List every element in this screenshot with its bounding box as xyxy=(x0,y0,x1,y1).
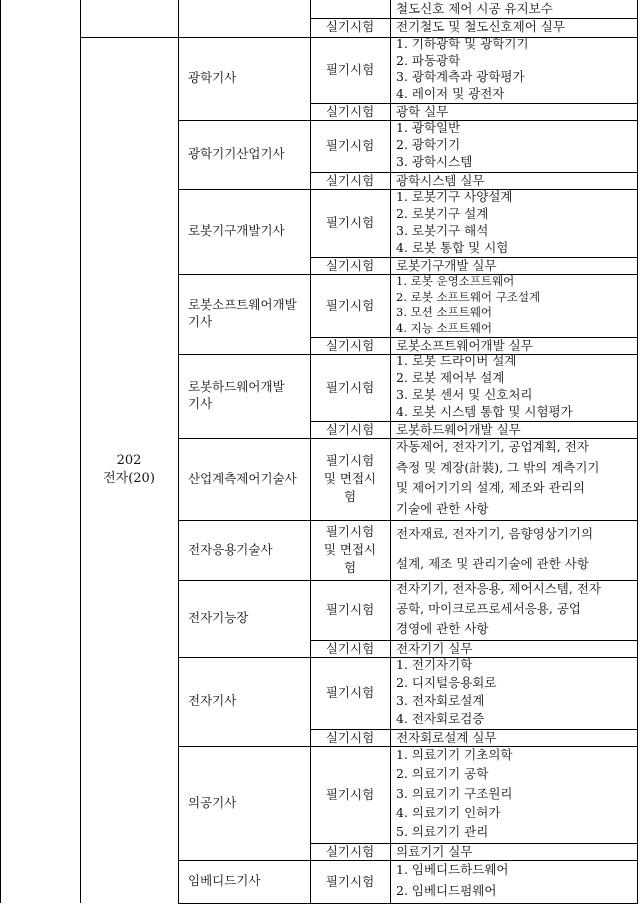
written-subject: 3. 의료기기 구조원리 xyxy=(396,785,513,801)
written-subject: 4. 의료기기 인허가 xyxy=(396,804,501,820)
qualification-name: 기사 xyxy=(188,314,213,329)
written-exam-label: 필기시험 xyxy=(325,379,375,395)
written-subject: 2. 광학기기 xyxy=(396,137,461,152)
qualification-name: 기사 xyxy=(188,396,213,411)
practical-exam-label: 실기시험 xyxy=(325,19,375,34)
practical-exam-subject: 광학시스템 실무 xyxy=(396,173,485,188)
table-rule xyxy=(637,0,638,903)
qualification-name: 산업계측제어기술사 xyxy=(188,470,297,486)
table-rule xyxy=(0,0,1,903)
written-subject: 2. 의료기기 공학 xyxy=(396,766,489,782)
written-exam-label: 필기시험 xyxy=(325,873,375,889)
subject-description: 기술에 관한 사항 xyxy=(396,500,489,516)
practical-exam-label: 실기시험 xyxy=(325,422,375,437)
subject-description: 공학, 마이크로프로세서응용, 공업 xyxy=(396,601,581,616)
category-cell: 202 xyxy=(116,453,142,468)
written-subject: 2. 디지털응용회로 xyxy=(396,675,497,690)
exam-type-label: 험 xyxy=(343,560,357,575)
continued-written-subject: 철도신호 제어 시공 유지보수 xyxy=(396,1,553,16)
subject-description: 측정 및 계장(計裝), 그 밖의 계측기기 xyxy=(396,459,600,475)
table-rule xyxy=(80,0,81,903)
qualification-name: 전자응용기술사 xyxy=(188,541,273,557)
written-exam-label: 필기시험 xyxy=(325,62,375,77)
written-subject: 4. 레이저 및 광전자 xyxy=(396,85,505,101)
written-subject: 3. 전자회로설계 xyxy=(396,693,485,708)
practical-exam-label: 실기시험 xyxy=(325,730,375,745)
written-subject: 1. 광학일반 xyxy=(396,119,461,135)
practical-exam-label: 실기시험 xyxy=(325,104,375,119)
practical-exam-label: 실기시험 xyxy=(325,844,375,859)
written-subject: 2. 로봇 소프트웨어 구조설계 xyxy=(396,289,541,304)
practical-exam-subject: 광학 실무 xyxy=(396,104,449,119)
written-subject: 4. 로봇 시스템 통합 및 시험평가 xyxy=(396,403,573,419)
qualification-name: 로봇하드웨어개발 xyxy=(188,379,285,394)
subject-description: 전자재료, 전자기기, 음향영상기기의 xyxy=(396,526,594,541)
table-rule xyxy=(310,0,311,903)
written-exam-label: 필기시험 xyxy=(325,685,375,700)
practical-exam-label: 실기시험 xyxy=(325,173,375,188)
written-subject: 1. 의료기기 기초의학 xyxy=(396,746,513,762)
qualification-name: 광학기사 xyxy=(188,70,237,85)
written-exam-label: 필기시험 xyxy=(325,138,375,153)
subject-description: 및 제어기기의 설계, 제조와 관리의 xyxy=(396,480,585,496)
written-subject: 1. 전기자기학 xyxy=(396,657,473,672)
practical-exam-subject: 전자회로설계 실무 xyxy=(396,730,497,745)
practical-exam-label: 실기시험 xyxy=(325,258,375,273)
written-subject: 1. 로봇 드라이버 설계 xyxy=(396,353,517,369)
qualification-name: 로봇기구개발기사 xyxy=(188,223,285,238)
qualification-name: 로봇소프트웨어개발 xyxy=(188,297,297,312)
category-cell: 전자(20) xyxy=(103,471,155,486)
table-rule xyxy=(80,37,638,38)
qualification-name: 전자기사 xyxy=(188,693,237,708)
written-exam-label: 필기시험 xyxy=(325,215,375,230)
practical-exam-subject: 로봇기구개발 실무 xyxy=(396,258,497,273)
table-rule xyxy=(178,860,638,861)
written-subject: 2. 파동광학 xyxy=(396,52,461,68)
written-exam-label: 필기시험 xyxy=(325,602,375,617)
written-subject: 3. 로봇기구 해석 xyxy=(396,222,489,238)
practical-exam-subject: 의료기기 실무 xyxy=(396,844,473,859)
written-subject: 3. 광학시스템 xyxy=(396,154,473,170)
qualification-name: 의공기사 xyxy=(188,794,237,810)
subject-description: 경영에 관한 사항 xyxy=(396,621,489,636)
written-subject: 1. 로봇기구 사양설계 xyxy=(396,188,513,204)
table-rule xyxy=(178,0,179,903)
exam-type-label: 및 면접시 xyxy=(323,542,377,557)
table-rule xyxy=(178,520,638,521)
written-exam-label: 필기시험 xyxy=(325,297,375,313)
qualification-name: 임베디드기사 xyxy=(188,873,261,888)
practical-exam-label: 실기시험 xyxy=(325,641,375,656)
written-subject: 5. 의료기기 관리 xyxy=(396,824,489,840)
written-subject: 3. 광학계측과 광학평가 xyxy=(396,69,525,85)
practical-exam-subject: 로봇소프트웨어개발 실무 xyxy=(396,338,533,353)
qualification-name: 전자기능장 xyxy=(188,610,249,625)
practical-exam-label: 실기시험 xyxy=(325,338,375,353)
written-subject: 1. 임베디드하드웨어 xyxy=(396,861,509,877)
written-subject: 2. 임베디드펌웨어 xyxy=(396,883,497,899)
written-subject: 4. 전자회로검증 xyxy=(396,711,485,726)
exam-type-label: 필기시험 xyxy=(325,524,375,539)
written-subject: 3. 로봇 센서 및 신호처리 xyxy=(396,386,533,402)
written-subject: 2. 로봇기구 설계 xyxy=(396,205,489,221)
subject-description: 전자기기, 전자응용, 제어시스템, 전자 xyxy=(396,581,601,596)
exam-type-label: 필기시험 xyxy=(325,453,375,468)
written-subject: 1. 기하광학 및 광학기기 xyxy=(396,36,529,52)
written-subject: 2. 로봇 제어부 설계 xyxy=(396,370,505,386)
written-subject: 3. 모션 소프트웨어 xyxy=(396,305,493,320)
practical-exam-subject: 로봇하드웨어개발 실무 xyxy=(396,422,521,437)
practical-exam-subject: 전자기기 실무 xyxy=(396,641,473,656)
table-rule xyxy=(390,0,391,903)
written-exam-label: 필기시험 xyxy=(325,786,375,802)
subject-description: 설계, 제조 및 관리기술에 관한 사항 xyxy=(396,556,589,571)
subject-description: 자동제어, 전자기기, 공업계획, 전자 xyxy=(396,439,589,455)
exam-type-label: 및 면접시 xyxy=(323,471,377,486)
written-subject: 4. 로봇 통합 및 시험 xyxy=(396,239,509,255)
exam-type-label: 험 xyxy=(343,489,357,504)
qualification-name: 광학기기산업기사 xyxy=(188,146,285,161)
practical-exam-subject: 전기철도 및 철도신호제어 실무 xyxy=(396,19,565,34)
written-subject: 1. 로봇 운영소프트웨어 xyxy=(396,273,515,288)
written-subject: 4. 지능 소프트웨어 xyxy=(396,321,493,336)
